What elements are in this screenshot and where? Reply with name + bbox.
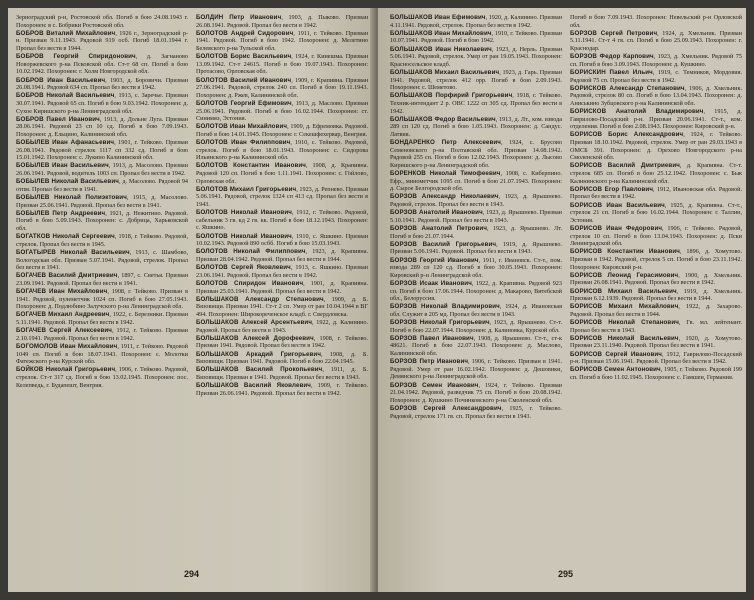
record-text: 1915, д. Гаврилово-Посадский р-н. Призван 20.06.1941. Ст-т., ком. отделения. Погиб в бою 2.08.1943. Похоронен: Кировский р-н. bbox=[570, 108, 742, 131]
record-text: 1912, Ивановская обл. Рядовой. Пропал без вести в 1942. bbox=[570, 185, 742, 201]
person-name: БОБРОВ Георгий Спиридонович bbox=[16, 53, 136, 61]
record-entry: БОЛЬШАКОВ Порфирий Григорьевич, 1918, г. Тейково. Техник-интендант 2 р. ОВС 1222 сп 305 сд. Пропал без вести в 1942. bbox=[390, 92, 562, 115]
record-entry: БОРИСОВ Иван Васильевич, 1925, д. Крапивна. Ст-т., стрелок 21 сп. Погиб в бою 16.02.1944. Похоронен: г. Таллин, Эстония. bbox=[570, 201, 742, 224]
record-text: 1905, г. Тейково. Рядовой 199 сп. Погиб в бою 11.02.1945. Похоронен: с. Гамшен, Германия. bbox=[570, 366, 742, 381]
person-name: БОРИСОВ Николай Степанович bbox=[570, 319, 679, 327]
record-text: 1926 г., Зерноградский р-н. Призван 9.11.1943. Рядовой 919 осб. Погиб 18.01.1944 г. Пропал без вести в 1944. bbox=[16, 29, 188, 52]
record-text: 1925, д. Крапивна. Ст-т., стрелок 21 сп. Погиб в бою 16.02.1944. Похоронен: г. Таллин, Эстония. bbox=[570, 201, 742, 224]
record-text: 1919, с. Темников, Мордовия. Рядовой 75 сп. Пропал без вести в 1942. bbox=[570, 68, 742, 84]
record-text: 1924, г. Тейково. Призван 21.04.1942. Рядовой, разведчик 75 сп. Погиб в бою 20.08.1942. Похоронен: д. Кушкино Починковского р-на Смоленской обл. bbox=[390, 381, 562, 404]
record-text: 1909, г. Крапивна. Призван 27.06.1941. Рядовой, стрелок 240 сп. Погиб в бою 19.11.1943. Похоронен: д. Ржев, Калининской обл. bbox=[196, 76, 368, 99]
record-text: 1908, д. Б. Вязовищи. Призван 1941. Рядовой. Погиб в бою 22.04.1945. bbox=[196, 350, 368, 366]
person-name: БОНДАРЕНКО Петр Алексеевич bbox=[390, 139, 501, 147]
record-text: 1924, д. Хмельник. Призван 5.11.1941. Ст-т 4 гв. сп. Погиб в бою 25.09.1943. Похоронен: г. Краснодар. bbox=[570, 29, 742, 52]
person-name: БОЛОТОВ Сергей Яковлевич bbox=[196, 264, 291, 272]
person-name: БОРИСОВ Леонид Герасимович bbox=[570, 271, 679, 279]
person-name: БОЛЬШАКОВ Василий Прокопьевич bbox=[196, 366, 323, 374]
record-entry: БОГАЧЕВ Иван Михайлович, 1908, г. Тейково. Призван в 1941. Рядовой, пулеметчик 1024 сп. Погиб в бою 27.05.1943. Похоронен: д. Подлюбино Залучского р-на Ленинградской обл. bbox=[16, 288, 188, 311]
person-name: БОЛОТОВ Николай Иванович bbox=[196, 232, 292, 240]
record-text: 1923, д. Нерль. Призван 5.06.1941. Рядовой, стрелок. Умер от ран 19.05.1943. Похоронен: Красносельское кладб. bbox=[390, 45, 562, 68]
person-name: БОЛОТОВ Спиридон Иванович bbox=[196, 279, 304, 287]
record-entry: БОРЗОВ Семен Иванович, 1924, г. Тейково. Призван 21.04.1942. Рядовой, разведчик 75 сп. Погиб в бою 20.08.1942. Похоронен: д. Кушкино Починковского р-на Смоленской обл. bbox=[390, 381, 562, 404]
record-text: 1911, г. Тейково. Рядовой 1049 сп. Погиб в бою 18.07.1943. Похоронен: с. Молотки Фатежского р-на Курской обл. bbox=[16, 343, 188, 366]
record-text: 1913, с. Шамбово, Вологодская обл. Призван 5.07.1941. Рядовой, стрелок. Пропал без вести в 1941. bbox=[16, 248, 188, 272]
record-text: 1923, д. Ярышнево. Призван 5.10.1941. Рядовой. Пропал без вести в 1943. bbox=[390, 209, 562, 224]
record-entry: БОБЫЛЕВ Николай Васильевич, д. Масолово. Рядовой 94 отпм. Пропал без вести в 1941. bbox=[16, 178, 188, 193]
record-text: 1918, г. Тейково. Техник-интендант 2 р. ОВС 1222 сп 305 сд. Пропал без вести в 1942. bbox=[390, 92, 562, 115]
person-name: БОЛОТОВ Николай Иванович bbox=[196, 209, 292, 217]
person-name: БОЛОТОВ Михаил Григорьевич bbox=[196, 185, 297, 193]
record-entry: БОЛОТОВ Сергей Яковлевич, 1913, с. Яшкино. Призван 23.06.1941. Рядовой. Пропал без вести в 1942. bbox=[196, 264, 368, 279]
person-name: БОЛЬШАКОВ Алексей Дорофеевич bbox=[196, 334, 314, 342]
person-name: БОЛЬШАКОВ Порфирий Григорьевич bbox=[390, 92, 513, 100]
person-name: БОБРОВ Николай Васильевич bbox=[16, 92, 115, 100]
record-entry: БОРИСОВ Егор Павлович, 1912, Ивановская обл. Рядовой. Пропал без вести в 1942. bbox=[570, 185, 742, 201]
record-entry: БОЛОТОВ Николай Иванович, 1912, г. Тейково. Рядовой, сабельник 3 гв. кд 2 гв. кк. Погиб в бою 18.12.1943. Похоронен: с. Яшкино. bbox=[196, 209, 368, 232]
person-name: БОГОМОЛОВ Иван Михайлович bbox=[16, 343, 118, 351]
person-name: БОЛЬШАКОВ Иван Ефимович bbox=[390, 14, 486, 21]
person-name: БОЛЬШАКОВ Алексей Арсентьевич bbox=[196, 319, 313, 327]
record-entry: БОРЗОВ Сергей Александрович, 1925, г. Тейково. Рядовой, стрелок 171 гв. сп. Пропал без вести в 1943. bbox=[390, 404, 562, 420]
record-entry: БОЛЬШАКОВ Василий Прокопьевич, 1911, д. Б. Вязовищи. Призван в 1941. Рядовой. Пропал без вести в 1943. bbox=[196, 366, 368, 381]
record-text: 1915, д. Масолово. Призван 25.06.1941. Рядовой. Пропал без вести в 1941. bbox=[16, 194, 188, 209]
record-entry: БОГАТЫРЕВ Николай Васильевич, 1913, с. Шамбово, Вологодская обл. Призван 5.07.1941. Рядовой, стрелок. Пропал без вести в 1941. bbox=[16, 248, 188, 272]
record-entry: БОГОМОЛОВ Иван Михайлович, 1911, г. Тейково. Рядовой 1049 сп. Погиб в бою 18.07.1943. Похоронен: с. Молотки Фатежского р-на Курской обл. bbox=[16, 343, 188, 366]
record-entry: БОРИСОВ Семен Антонович, 1905, г. Тейково. Рядовой 199 сп. Погиб в бою 11.02.1945. Похоронен: с. Гамшен, Германия. bbox=[570, 366, 742, 381]
person-name: БОБРОВ Павел Иванович bbox=[16, 115, 100, 123]
record-entry: БОРИСОВ Борис Александрович, 1924, г. Тейково. Призван 18.10.1942. Рядовой, стрелок. Умер от ран 29.03.1943 в ОМСБ 391. Похоронен: д. Орехово Новгородского р-на Смоленской обл. bbox=[570, 131, 742, 162]
person-name: БОРИСОВ Сергей Иванович bbox=[570, 350, 662, 358]
person-name: БОБЫЛЕВ Иван Афанасьевич bbox=[16, 139, 115, 147]
left-column-2 bbox=[196, 14, 368, 562]
record-entry: БОЛДИН Петр Иванович, 1903, д. Пыково. Призван 26.08.1941. Рядовой. Пропал без вести в 1942. bbox=[196, 14, 368, 29]
record-text: д. Загнаново Новоржевского р-на Псковской обл. Ст-т 68 сп. Погиб в бою 10.02.1942. Похоронен: г. Холм Новгородской обл. bbox=[16, 53, 188, 76]
record-text: 1923, д. Ярышнево. Рядовой, стрелок. Пропал без вести в 1943. bbox=[390, 193, 562, 208]
person-name: БОЛОТОВ Георгий Ефимович bbox=[196, 99, 292, 107]
record-entry: БОГАЧЕВ Сергей Алексеевич, 1912, г. Тейково. Призван 2.10.1941. Рядовой. Пропал без вести в 1942. bbox=[16, 327, 188, 342]
record-entry: БОБРОВ Георгий Спиридонович, д. Загнаново Новоржевского р-на Псковской обл. Ст-т 68 сп. Погиб в бою 10.02.1942. Похоронен: г. Холм Новгородской обл. bbox=[16, 53, 188, 76]
record-entry: БОРЗОВ Анатолий Петрович, 1923, д. Ярышнево. Лт. Погиб в бою 21.07.1944. bbox=[390, 224, 562, 240]
person-name: БОГАЧЕВ Иван Михайлович bbox=[16, 288, 108, 296]
record-text: 1913, д. Дольне Луга. Призван 28.06.1941. Рядовой 23 сп 10 сд. Погиб в бою 7.09.1943. Похоронен: д. Ельцино, Калининской обл. bbox=[16, 115, 188, 138]
record-text: 1910, с. Яшкино. Призван 10.02.1943. Рядовой 890 осбб. Погиб в бою 15.03.1943. bbox=[196, 232, 368, 248]
record-entry: БОЛЬШАКОВ Федор Васильевич, 1913, д. Лт., ком. взвода 289 сп 120 сд. Погиб в бою 1.05.1943. Похоронен: д. Сандус. Латвия. bbox=[390, 115, 562, 138]
person-name: БОРЗОВ Анатолий Иванович bbox=[390, 209, 483, 217]
person-name: БОБРОВ Иван Васильевич bbox=[16, 76, 106, 84]
record-entry: БОЛЬШАКОВ Аркадий Григорьевич, 1908, д. Б. Вязовищи. Призван 1941. Рядовой. Погиб в бою 22.04.1945. bbox=[196, 350, 368, 366]
record-text: 1924, г. Тейково. Призван 18.10.1942. Рядовой, стрелок. Умер от ран 29.03.1943 в ОМСБ 391. Похоронен: д. Орехово Новгородского р-на Смоленской обл. bbox=[570, 131, 742, 162]
record-entry: БОЛЬШАКОВ Иван Михайлович, 1910, г. Тейково. Призван 10.07.1941. Рядовой. Погиб в бою 1942. bbox=[390, 29, 562, 45]
record-entry: БОБЫЛЕВ Николай Полиэктович, 1915, д. Масолово. Призван 25.06.1941. Рядовой. Пропал без вести в 1941. bbox=[16, 194, 188, 209]
record-entry: БОЛЬШАКОВ Михаил Васильевич, 1923, д. Гарь. Призван 1941. Рядовой, стрелок 412 орр. Погиб в бою 2.09.1943. Похоронен: с. Шеметово. bbox=[390, 68, 562, 92]
record-text: 1906, г. Тейково. Рядовой, стрелок 10 сп. Погиб в бою 13.04.1943. Похоронен: д. Пски Ленинградской обл. bbox=[570, 224, 742, 248]
record-text: 1906, д. Хмельник. Рядовой, стрелок 80 сп. Погиб в бою 13.04.1943. Похоронен: д. Аниськино Зубцовского р-на Калининской обл. bbox=[570, 84, 742, 107]
person-name: БОРЗОВ Петр Иванович bbox=[390, 358, 469, 366]
record-text: 1911, г. Ивановск. Ст-т., пом. взвода 289 сп 120 сд. Погиб в бою 30.05.1943. Похоронен: Кировский р-н Ленинградской обл. bbox=[390, 256, 562, 279]
person-name: БОБРОВ Виталий Михайлович bbox=[16, 29, 116, 37]
person-name: БОРЗОВ Сергей Александрович bbox=[390, 404, 502, 412]
record-text: 1912, г. Тейково. Рядовой, сабельник 3 гв. кд 2 гв. кк. Погиб в бою 18.12.1943. Похоронен: с. Яшкино. bbox=[196, 209, 368, 232]
record-text: 1906, г. Тейково. Призван в 1941. Рядовой. Умер от ран 16.02.1942. Похоронен: д. Дешовики, Демянского р-на Ленинградской обл. bbox=[390, 358, 562, 381]
person-name: БОЛЬШАКОВ Иван Михайлович bbox=[390, 29, 492, 37]
record-text: 1922, с. Березники. Призван 5.11.1941. Рядовой. Пропал без вести в 1942. bbox=[16, 311, 188, 327]
record-text: 1908, д. Ярышнево. Ст-т., ст-к 48621. Погиб в бою 22.07.1943. Похоронен: д. Маслово, Калининской обл. bbox=[390, 334, 562, 358]
record-text: 1911, д. Б. Вязовищи. Призван в 1941. Рядовой. Пропал без вести в 1943. bbox=[196, 366, 368, 381]
person-name: БОРИСОВ Николай Васильевич bbox=[570, 334, 679, 342]
person-name: БОГАЧЕВ Сергей Алексеевич bbox=[16, 327, 112, 335]
record-entry: БОРИСКОВ Анатолий Владимирович, 1915, д. Гаврилово-Посадский р-н. Призван 20.06.1941. Ст-т., ком. отделения. Погиб в бою 2.08.1943. Похоронен: Кировский р-н. bbox=[570, 108, 742, 131]
record-text: 1908, д. Крапивна. Рядовой 120 сп. Погиб в бою 1.11.1941. Похоронен: с. Гойлово, Орловская обл. bbox=[196, 162, 368, 185]
record-entry: БОГАЧЕВ Михаил Андреевич, 1922, с. Березники. Призван 5.11.1941. Рядовой. Пропал без вести в 1942. bbox=[16, 311, 188, 327]
person-name: БОГАЧЕВ Михаил Андреевич bbox=[16, 311, 110, 319]
record-text: 1896, д. Хомутово. Призван в 1942. Рядовой, стрелок 5 сп. Погиб в бою 23.11.1942. Похоронен: Кировский р-н. bbox=[570, 248, 742, 271]
person-name: БОРИСОВ Иван Васильевич bbox=[570, 201, 665, 209]
person-name: БОГАТКОВ Николай Сергеевич bbox=[16, 233, 115, 241]
record-entry: БОГАТКОВ Николай Сергеевич, 1918, г. Тейково. Рядовой, стрелок. Пропал без вести в 1945. bbox=[16, 233, 188, 248]
book-spread bbox=[8, 8, 746, 592]
person-name: БОРЗОВ Георгий Иванович bbox=[390, 256, 479, 264]
record-text: 1901, д. Крапивна. Призван 25.03.1941. Рядовой. Пропал без вести в 1942. bbox=[196, 279, 368, 295]
record-text: 1901, г. Тейково. Призван 26.08.1941. Рядовой стрелок 1117 сп 332 сд. Погиб в бою 15.01.1942. Похоронен: с. Лукино Калининской обл. bbox=[16, 139, 188, 162]
record-text: 1910, г. Тейково. Призван 10.07.1941. Рядовой. Погиб в бою 1942. bbox=[390, 29, 562, 45]
record-text: 1920, д. Калинино. Призван 4.11.1941. Рядовой, стрелок. Пропал без вести в 1942. bbox=[390, 14, 562, 29]
record-text: 1923, д. Репнево. Призван 5.06.1941. Рядовой, стрелок 1324 сп 413 сд. Пропал без вести в 1943. bbox=[196, 185, 368, 208]
person-name: БОЛОТОВ Иван Филиппович bbox=[196, 139, 291, 147]
record-text: 1903, д. Боровичи. Призван 26.08.1941. Рядовой 634 сп. Пропал без вести в 1942. bbox=[16, 76, 188, 92]
person-name: БОРЗОВ Федор Карпович bbox=[570, 53, 654, 61]
person-name: БОБЫЛЕВ Николай Васильевич bbox=[16, 178, 119, 186]
record-text: 1913, д. Лт., ком. взвода 289 сп 120 сд. Погиб в бою 1.05.1943. Похоронен: д. Сандус. Латвия. bbox=[390, 115, 562, 138]
record-entry: БОЙКОВ Николай Григорьевич, 1906, г. Тейково. Рядовой, стрелок. Ст-т 317 сд. Погиб в бою 13.02.1945. Похоронен: пос. Келепведь, г. Будапешт, Венгрия. bbox=[16, 366, 188, 389]
record-entry: БОРЗОВ Анатолий Иванович, 1923, д. Ярышнево. Призван 5.10.1941. Рядовой. Пропал без вести в 1943. bbox=[390, 209, 562, 224]
record-entry: БОБРОВ Павел Иванович, 1913, д. Дольне Луга. Призван 28.06.1941. Рядовой 23 сп 10 сд. Погиб в бою 7.09.1943. Похоронен: д. Ельцино, Калининской обл. bbox=[16, 115, 188, 138]
person-name: БОРИСОВ Василий Дмитриевич bbox=[570, 162, 680, 170]
record-entry: БОЛОТОВ Николай Иванович, 1910, с. Яшкино. Призван 10.02.1943. Рядовой 890 осбб. Погиб в бою 15.03.1943. bbox=[196, 232, 368, 248]
record-text: 1906, г. Тейково. Рядовой, стрелок. Ст-т 317 сд. Погиб в бою 13.02.1945. Похоронен: пос. Келепведь, г. Будапешт, Венгрия. bbox=[16, 366, 188, 389]
person-name: БОРЗОВ Павел Иванович bbox=[390, 334, 474, 342]
person-name: БОЛЬШАКОВ Василий Яковлевич bbox=[196, 382, 311, 390]
record-entry: БОЛОТОВ Андрей Сидорович, 1911, г. Тейково. Призван 1941. Рядовой. Погиб в бою 1942. Похоронен: д. Мелетино Белевского р-на Тульской обл. bbox=[196, 29, 368, 52]
record-entry: БОЛЬШАКОВ Василий Яковлевич, 1909, г. Тейково. Призван 26.06.1941. Рядовой. Пропал без вести в 1942. bbox=[196, 382, 368, 397]
person-name: БОРИСОВ Михаил Михайлович bbox=[570, 303, 679, 311]
person-name: БОРЗОВ Анатолий Петрович bbox=[390, 224, 488, 232]
record-entry: БОРЗОВ Федор Карпович, 1923, д. Хмельник. Рядовой 75 сп. Погиб в бою 3.09.1943. Похоронен: д. Кушкино. bbox=[570, 53, 742, 68]
record-text: 1923, д. Ярышнево. Лт. Погиб в бою 21.07.1944. bbox=[390, 224, 562, 240]
left-column-1 bbox=[16, 14, 188, 562]
record-text: 1918, г. Тейково. Рядовой, стрелок. Пропал без вести в 1945. bbox=[16, 233, 188, 248]
person-name: БОРЗОВ Семен Иванович bbox=[390, 381, 479, 389]
record-text: 1912, Гаврилово-Посадский р-н. Призван 15.06.1941. Рядовой. Пропал без вести в 1942. bbox=[570, 350, 742, 366]
record-text: 1911, г. Тейково. Призван 1941. Рядовой. Погиб в бою 1942. Похоронен: д. Мелетино Белевского р-на Тульской обл. bbox=[196, 29, 368, 52]
record-text: 1919, д. Хмельник. Призван 6.12.1939. Рядовой. Пропал без вести в 1944. bbox=[570, 287, 742, 303]
record-entry: БОЛОТОВ Борис Васильевич, 1924, г. Кинешма. Призван 13.09.1942. Ст-т 24615. Погиб в бою 19.07.1943. Похоронен: Протасово, Орловская обл. bbox=[196, 53, 368, 76]
record-entry: БОРИСОВ Леонид Герасимович, 1900, д. Хмельник. Призван 26.08.1941. Рядовой. Пропал без вести в 1942. bbox=[570, 271, 742, 287]
record-entry: БОБЫЛЕВ Иван Афанасьевич, 1901, г. Тейково. Призван 26.08.1941. Рядовой стрелок 1117 сп 332 сд. Погиб в бою 15.01.1942. Похоронен: с. Лукино Калининской обл. bbox=[16, 139, 188, 162]
record-text: 1908, с. Киберпино. Ефр., минометчик 1095 сп. Погиб в бою 21.07.1943. Похоронен: д. Сырое Белгородской обл. bbox=[390, 170, 562, 193]
person-name: БОРИСКОВ Александр Степанович bbox=[570, 84, 685, 92]
record-entry: БОЛЬШАКОВ Алексей Арсентьевич, 1922, д. Калинино. Рядовой. Пропал без вести в 1943. bbox=[196, 319, 368, 334]
record-entry: БОЛОТОВ Иван Михайлович, 1909, д. Ефремовка. Рядовой. Погиб в бою 14.01.1945. Похоронен: г. Секешфехервар, Венгрия. bbox=[196, 123, 368, 138]
record-text: 1919, д. Ярышнево. Призван 5.06.1941. Рядовой. Пропал без вести в 1943. bbox=[390, 240, 562, 256]
record-entry: БОЛОТОВ Василий Иванович, 1909, г. Крапивна. Призван 27.06.1941. Рядовой, стрелок 240 сп. Погиб в бою 19.11.1943. Похоронен: д. Ржев, Калининской обл. bbox=[196, 76, 368, 99]
record-entry: БОРИСОВ Николай Васильевич, 1920, д. Хомутово. Призван 23.11.1940. Рядовой. Пропал без вести в 1941. bbox=[570, 334, 742, 350]
record-entry: БОРЗОВ Павел Иванович, 1908, д. Ярышнево. Ст-т., ст-к 48621. Погиб в бою 22.07.1943. Похоронен: д. Маслово, Калининской обл. bbox=[390, 334, 562, 358]
record-entry: БОРЗОВ Георгий Иванович, 1911, г. Ивановск. Ст-т., пом. взвода 289 сп 120 сд. Погиб в бою 30.05.1943. Похоронен: Кировский р-н Ленинградской обл. bbox=[390, 256, 562, 279]
record-entry: БОРИСОВ Сергей Иванович, 1912, Гаврилово-Посадский р-н. Призван 15.06.1941. Рядовой. Пропал без вести в 1942. bbox=[570, 350, 742, 366]
record-text: 1923, д. Ярышнево. Ст-т. Погиб в бою 22.07.1944. Похоронен: д. Калиновка, Курской обл. bbox=[390, 319, 562, 334]
right-page-number: 295 bbox=[558, 569, 574, 579]
person-name: БОГАЧЕВ Василий Дмитриевич bbox=[16, 272, 118, 280]
record-entry: БОРЕНКОВ Николай Тимофеевич, 1908, с. Киберпино. Ефр., минометчик 1095 сп. Погиб в бою 21.07.1943. Похоронен: д. Сырое Белгородской обл. bbox=[390, 170, 562, 193]
record-entry bbox=[16, 14, 188, 29]
person-name: БОРЗОВ Сергей Петрович bbox=[570, 29, 658, 37]
record-text: 1913, с. Заречье. Призван 30.07.1941. Рядовой 65 сп. Погиб в бою 9.03.1942. Похоронен: д. Сухое Киришского р-на Ленинградской обл. bbox=[16, 92, 188, 115]
person-name: БОРИСОВ Иван Федорович bbox=[570, 224, 663, 232]
person-name: БОРИСОВ Михаил Васильевич bbox=[570, 287, 677, 295]
left-page-number: 294 bbox=[184, 569, 200, 579]
right-page bbox=[378, 8, 746, 592]
person-name: БОРЗОВ Исаак Иванович bbox=[390, 279, 472, 287]
record-entry: БОЛЬШАКОВ Алексей Дорофеевич, 1908, г. Тейково. Призван 1941. Рядовой. Пропал без вести в 1942. bbox=[196, 334, 368, 350]
record-text: 1923, д. Крапивна. Призван 28.04.1942. Рядовой. Пропал без вести в 1944. bbox=[196, 248, 368, 263]
record-text: 1924, с. Брусово Семеновского р-на Полтавской обл. Призван 14.08.1942. Рядовой 255 сп. Погиб в бою 12.02.1943. Похоронен: д. Лысово Киришского р-на Ленинградской обл. bbox=[390, 139, 562, 169]
person-name: БОРЗОВ Николай Владимирович bbox=[390, 303, 500, 311]
record-text: 1909, г. Тейково. Призван 26.06.1941. Рядовой. Пропал без вести в 1942. bbox=[196, 382, 368, 397]
person-name: БОРИСКИН Павел Ильич bbox=[570, 68, 653, 76]
record-entry: БОРИСОВ Константин Иванович, 1896, д. Хомутово. Призван в 1942. Рядовой, стрелок 5 сп. Погиб в бою 23.11.1942. Похоронен: Кировский р-н. bbox=[570, 248, 742, 271]
record-text: Погиб в бою 7.09.1943. Похоронен: Невельский р-н Орловской обл. bbox=[570, 14, 742, 29]
record-entry: БОРЗОВ Сергей Петрович, 1924, д. Хмельник. Призван 5.11.1941. Ст-т 4 гв. сп. Погиб в бою 25.09.1943. Похоронен: г. Краснодар. bbox=[570, 29, 742, 52]
person-name: БОРИСОВ Егор Павлович bbox=[570, 185, 654, 193]
record-text: 1922, д. Калинино. Рядовой. Пропал без вести в 1943. bbox=[196, 319, 368, 334]
record-text: д. Масолово. Рядовой 94 отпм. Пропал без вести в 1941. bbox=[16, 178, 188, 193]
record-entry: БОЛОТОВ Иван Филиппович, 1910, с. Тейково. Рядовой, стрелок. Погиб в бою 18.01.1943. Похоронен: с. Сидорова Ильинского р-на Калининской обл. bbox=[196, 139, 368, 162]
record-text: 1913, д. Маслово. Призван 25.06.1941. Рядовой. Погиб в бою 16.02.1944. Похоронен: ст. Синимяэ, Эстония. bbox=[196, 99, 368, 123]
person-name: БОЛЬШАКОВ Аркадий Григорьевич bbox=[196, 350, 322, 358]
record-entry: БОРЗОВ Николай Григорьевич, 1923, д. Ярышнево. Ст-т. Погиб в бою 22.07.1944. Похоронен: д. Калиновка, Курской обл. bbox=[390, 319, 562, 334]
record-entry: БОЛОТОВ Георгий Ефимович, 1913, д. Маслово. Призван 25.06.1941. Рядовой. Погиб в бою 16.02.1944. Похоронен: ст. Синимяэ, Эстония. bbox=[196, 99, 368, 123]
record-text: 1913, с. Яшкино. Призван 23.06.1941. Рядовой. Пропал без вести в 1942. bbox=[196, 264, 368, 279]
record-text: Гв. мл. лейтенант. Пропал без вести в 1943. bbox=[570, 319, 742, 334]
record-text: 1924, д. Ивановская обл. Служит в 205 мд. Пропал без вести в 1943. bbox=[390, 303, 562, 318]
record-entry bbox=[570, 14, 742, 29]
record-entry: БОРИСКОВ Александр Степанович, 1906, д. Хмельник. Рядовой, стрелок 80 сп. Погиб в бою 13.04.1943. Похоронен: д. Аниськино Зубцовского р-на Калининской обл. bbox=[570, 84, 742, 107]
record-text: Зерноградский р-н, Ростовской обл. Погиб в бою 24.08.1943 г. Похоронен: в с. Бобрики Ростовской обл. bbox=[16, 14, 188, 29]
person-name: БОЛЬШАКОВ Федор Васильевич bbox=[390, 115, 496, 123]
record-entry: БОРЗОВ Николай Владимирович, 1924, д. Ивановская обл. Служит в 205 мд. Пропал без вести в 1943. bbox=[390, 303, 562, 318]
record-text: 1900, д. Хмельник. Призван 26.08.1941. Рядовой. Пропал без вести в 1942. bbox=[570, 271, 742, 287]
person-name: БОГАТЫРЕВ Николай Васильевич bbox=[16, 248, 130, 256]
person-name: БОРИСОВ Борис Александрович bbox=[570, 131, 684, 139]
record-text: 1925, г. Тейково. Рядовой, стрелок 171 гв. сп. Пропал без вести в 1943. bbox=[390, 404, 562, 420]
record-text: 1922, д. Крапивна. Рядовой 923 сп. Погиб в бою 17.06.1944. Похоронен: д. Макарово, Витебской обл., Белоруссия. bbox=[390, 279, 562, 303]
record-entry: БОРИСОВ Иван Федорович, 1906, г. Тейково. Рядовой, стрелок 10 сп. Погиб в бою 13.04.1943. Похоронен: д. Пски Ленинградской обл. bbox=[570, 224, 742, 248]
person-name: БОЛЬШАКОВ Александр Степанович bbox=[196, 295, 324, 303]
person-name: БОЛЬШАКОВ Иван Николаевич bbox=[390, 45, 492, 53]
person-name: БОРЗОВ Николай Григорьевич bbox=[390, 319, 490, 327]
record-text: 1908, г. Тейково. Призван в 1941. Рядовой, пулеметчик 1024 сп. Погиб в бою 27.05.1943. Похоронен: д. Подлюбино Залучского р-на Ленинградской обл. bbox=[16, 288, 188, 311]
record-entry: БОРЗОВ Петр Иванович, 1906, г. Тейково. Призван в 1941. Рядовой. Умер от ран 16.02.1942. Похоронен: д. Дешовики, Демянского р-на Ленинградской обл. bbox=[390, 358, 562, 381]
record-entry: БОРИСОВ Николай Степанович, Гв. мл. лейтенант. Пропал без вести в 1943. bbox=[570, 319, 742, 334]
record-text: 1922, д. Захарово. Рядовой. Пропал без вести в 1944. bbox=[570, 303, 742, 318]
record-text: 1908, г. Тейково. Призван 1941. Рядовой. Пропал без вести в 1942. bbox=[196, 334, 368, 350]
record-entry: БОРЗОВ Василий Григорьевич, 1919, д. Ярышнево. Призван 5.06.1941. Рядовой. Пропал без вести в 1943. bbox=[390, 240, 562, 256]
person-name: БОЙКОВ Николай Григорьевич bbox=[16, 366, 116, 374]
person-name: БОЛОТОВ Николай Филиппович bbox=[196, 248, 306, 256]
person-name: БОРЗОВ Василий Григорьевич bbox=[390, 240, 497, 248]
record-text: 1920, д. Хомутово. Призван 23.11.1940. Рядовой. Пропал без вести в 1941. bbox=[570, 334, 742, 350]
person-name: БОРЕНКОВ Николай Тимофеевич bbox=[390, 170, 501, 178]
record-entry: БОЛЬШАКОВ Александр Степанович, 1909, д. Б. Вязовищи. Призван 1941. Ст-т 2 сп. Умер от ран 10.04.1944 в ВГ 494. Похоронен: Широкореченское кладб. г. Свердловска. bbox=[196, 295, 368, 318]
record-text: 1923, д. Хмельник. Рядовой 75 сп. Погиб в бою 3.09.1943. Похоронен: д. Кушкино. bbox=[570, 53, 742, 68]
person-name: БОБЫЛЕВ Николай Полиэктович bbox=[16, 194, 127, 201]
record-entry: БОЛЬШАКОВ Иван Ефимович, 1920, д. Калинино. Призван 4.11.1941. Рядовой, стрелок. Пропал без вести в 1942. bbox=[390, 14, 562, 29]
record-entry: БОНДАРЕНКО Петр Алексеевич, 1924, с. Брусово Семеновского р-на Полтавской обл. Призван 14.08.1942. Рядовой 255 сп. Погиб в бою 12.02.1943. Похоронен: д. Лысово Киришского р-на Ленинградской обл. bbox=[390, 139, 562, 169]
person-name: БОБЫЛЕВ Петр Андреевич bbox=[16, 209, 106, 217]
record-text: 1910, с. Тейково. Рядовой, стрелок. Погиб в бою 18.01.1943. Похоронен: с. Сидорова Ильинского р-на Калининской обл. bbox=[196, 139, 368, 162]
record-entry: БОЛОТОВ Константин Иванович, 1908, д. Крапивна. Рядовой 120 сп. Погиб в бою 1.11.1941. Похоронен: с. Гойлово, Орловская обл. bbox=[196, 162, 368, 185]
record-text: 1909, д. Б. Вязовищи. Призван 1941. Ст-т 2 сп. Умер от ран 10.04.1944 в ВГ 494. Похоронен: Широкореченское кладб. г. Свердловска. bbox=[196, 295, 368, 318]
record-entry: БОБРОВ Иван Васильевич, 1903, д. Боровичи. Призван 26.08.1941. Рядовой 634 сп. Пропал без вести в 1942. bbox=[16, 76, 188, 92]
right-column-1 bbox=[390, 14, 562, 562]
record-entry: БОБРОВ Виталий Михайлович, 1926 г., Зерноградский р-н. Призван 9.11.1943. Рядовой 919 осб. Погиб 18.01.1944 г. Пропал без вести в 1944. bbox=[16, 29, 188, 52]
record-entry: БОРИСОВ Михаил Васильевич, 1919, д. Хмельник. Призван 6.12.1939. Рядовой. Пропал без вести в 1944. bbox=[570, 287, 742, 303]
person-name: БОЛОТОВ Иван Михайлович bbox=[196, 123, 288, 131]
person-name: БОРЗОВ Александр Николаевич bbox=[390, 193, 499, 201]
person-name: БОЛОТОВ Константин Иванович bbox=[196, 162, 306, 170]
record-entry: БОБЫЛЕВ Петр Андреевич, 1921, д. Нежитино. Рядовой. Погиб в бою 5.09.1943. Похоронен: с. Добрица, Харьковской обл. bbox=[16, 209, 188, 232]
record-text: 1913, д. Масолово. Призван 26.06.1941. Рядовой, водитель 1003 сп. Пропал без вести в 1942. bbox=[16, 162, 188, 178]
record-text: 1921, д. Нежитино. Рядовой. Погиб в бою 5.09.1943. Похоронен: с. Добрица, Харьковской обл. bbox=[16, 209, 188, 232]
record-entry: БОБЫЛЕВ Иван Васильевич, 1913, д. Масолово. Призван 26.06.1941. Рядовой, водитель 1003 сп. Пропал без вести в 1942. bbox=[16, 162, 188, 178]
record-entry: БОРИСОВ Михаил Михайлович, 1922, д. Захарово. Рядовой. Пропал без вести в 1944. bbox=[570, 303, 742, 318]
record-text: 1903, д. Пыково. Призван 26.08.1941. Рядовой. Пропал без вести в 1942. bbox=[196, 14, 368, 29]
record-text: 1897, с. Светья. Призван 23.09.1941. Рядовой. Пропал без вести в 1941. bbox=[16, 272, 188, 287]
person-name: БОЛОТОВ Василий Иванович bbox=[196, 76, 292, 84]
record-entry: БОРЗОВ Александр Николаевич, 1923, д. Ярышнево. Рядовой, стрелок. Пропал без вести в 1943. bbox=[390, 193, 562, 208]
person-name: БОЛОТОВ Борис Васильевич bbox=[196, 53, 292, 61]
record-entry: БОРИСКИН Павел Ильич, 1919, с. Темников, Мордовия. Рядовой 75 сп. Пропал без вести в 1942. bbox=[570, 68, 742, 84]
person-name: БОРИСОВ Семен Антонович bbox=[570, 366, 661, 374]
record-entry: БОБРОВ Николай Васильевич, 1913, с. Заречье. Призван 30.07.1941. Рядовой 65 сп. Погиб в бою 9.03.1942. Похоронен: д. Сухое Киришского р-на Ленинградской обл. bbox=[16, 92, 188, 115]
person-name: БОРИСОВ Константин Иванович bbox=[570, 248, 680, 256]
record-text: 1923, д. Гарь. Призван 1941. Рядовой, стрелок 412 орр. Погиб в бою 2.09.1943. Похоронен: с. Шеметово. bbox=[390, 68, 562, 92]
record-entry: БОЛОТОВ Михаил Григорьевич, 1923, д. Репнево. Призван 5.06.1941. Рядовой, стрелок 1324 сп 413 сд. Пропал без вести в 1943. bbox=[196, 185, 368, 208]
record-text: 1912, г. Тейково. Призван 2.10.1941. Рядовой. Пропал без вести в 1942. bbox=[16, 327, 188, 342]
record-entry: БОГАЧЕВ Василий Дмитриевич, 1897, с. Светья. Призван 23.09.1941. Рядовой. Пропал без вести в 1941. bbox=[16, 272, 188, 287]
record-text: 1924, г. Кинешма. Призван 13.09.1942. Ст-т 24615. Погиб в бою 19.07.1943. Похоронен: Протасово, Орловская обл. bbox=[196, 53, 368, 76]
person-name: БОБЫЛЕВ Иван Васильевич bbox=[16, 162, 109, 170]
record-entry: БОРИСОВ Василий Дмитриевич, д. Крапивна. Ст-т. стрелок 685 сп. Погиб в бою 25.12.1942. Похоронен: с. Бык Калининского р-на Калининской обл. bbox=[570, 162, 742, 185]
record-text: д. Крапивна. Ст-т. стрелок 685 сп. Погиб в бою 25.12.1942. Похоронен: с. Бык Калининского р-на Калининской обл. bbox=[570, 162, 742, 185]
record-entry: БОЛОТОВ Николай Филиппович, 1923, д. Крапивна. Призван 28.04.1942. Рядовой. Пропал без вести в 1944. bbox=[196, 248, 368, 263]
person-name: БОЛОТОВ Андрей Сидорович bbox=[196, 29, 294, 37]
record-text: 1909, д. Ефремовка. Рядовой. Погиб в бою 14.01.1945. Похоронен: г. Секешфехервар, Венгрия. bbox=[196, 123, 368, 138]
person-name: БОЛДИН Петр Иванович bbox=[196, 14, 282, 21]
record-entry: БОЛОТОВ Спиридон Иванович, 1901, д. Крапивна. Призван 25.03.1941. Рядовой. Пропал без вести в 1942. bbox=[196, 279, 368, 295]
left-page bbox=[8, 8, 374, 592]
right-column-2 bbox=[570, 14, 742, 562]
record-entry: БОЛЬШАКОВ Иван Николаевич, 1923, д. Нерль. Призван 5.06.1941. Рядовой, стрелок. Умер от ран 19.05.1943. Похоронен: Красносельское кладб. bbox=[390, 45, 562, 68]
person-name: БОРИСКОВ Анатолий Владимирович bbox=[570, 108, 704, 116]
person-name: БОЛЬШАКОВ Михаил Васильевич bbox=[390, 68, 500, 76]
record-entry: БОРЗОВ Исаак Иванович, 1922, д. Крапивна. Рядовой 923 сп. Погиб в бою 17.06.1944. Похоронен: д. Макарово, Витебской обл., Белоруссия. bbox=[390, 279, 562, 303]
